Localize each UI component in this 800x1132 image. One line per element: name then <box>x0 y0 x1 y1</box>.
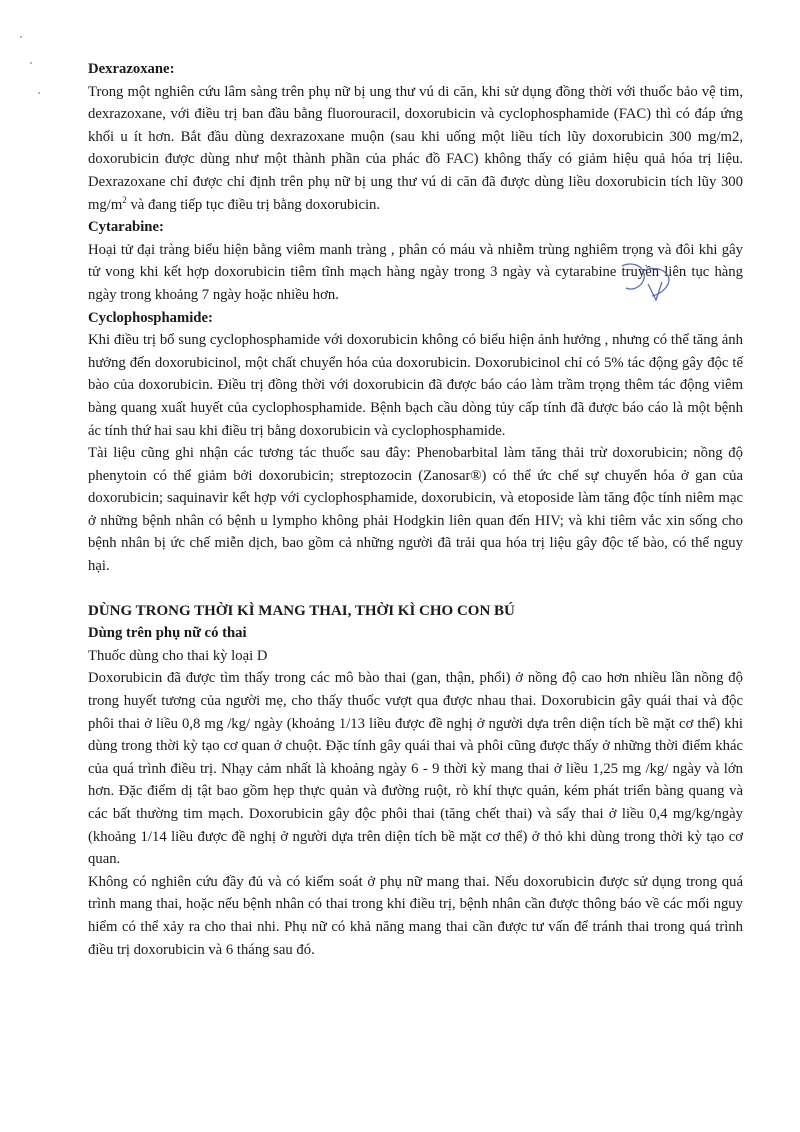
heading-cyclophosphamide: Cyclophosphamide: <box>88 309 213 326</box>
scan-speck <box>30 62 32 64</box>
paragraph-pregnancy-findings: Doxorubicin đã được tìm thấy trong các mô bào thai (gan, thận, phổi) ở nồng độ cao hơn nhiều lần nồng độ trong huyết tương của người mẹ, cho thấy thuốc vượt qua được nhau thai. Doxorubicin gây quái thai và độc phôi thai ở liều 0,8 mg /kg/ ngày (khoảng 1/13 liều được đề nghị ở người dựa trên diện tích bề mặt cơ thể) khi dùng trong thời kỳ tạo cơ quan ở chuột. Đặc tính gây quái thai và phôi cũng được thấy ở những thời điểm khác của quá trình điều trị. Nhạy cảm nhất là khoảng ngày 6 - 9 thời kỳ mang thai ở liều 1,25 mg /kg/ ngày và lớn hơn. Đặc điểm dị tật bao gồm hẹp thực quản và đường ruột, rò khí thực quản, kém phát triển bàng quang và các bất thường tim mạch. Doxorubicin gây độc phôi thai (tăng chết thai) và sẩy thai ở liều 0,4 mg/kg/ngày (khoảng 1/14 liều được đề nghị ở người dựa trên diện tích bề mặt cơ thể) ở thỏ khi dùng trong thời kỳ tạo cơ quan. <box>88 670 743 868</box>
paragraph-cytarabine: Hoại tử đại tràng biểu hiện bằng viêm manh tràng , phân có máu và nhiễm trùng nghiêm trọng và đôi khi gây tử vong khi kết hợp doxorubicin tiêm tĩnh mạch hàng ngày trong 3 ngày và cytarabine truyền liên tục hàng ngày trong khoảng 7 ngày hoặc nhiều hơn. <box>88 241 743 303</box>
subheading-pregnant-women: Dùng trên phụ nữ có thai <box>88 625 247 642</box>
scan-speck <box>38 92 40 94</box>
handwritten-annotation-icon <box>612 258 682 304</box>
paragraph-dexrazoxane: Trong một nghiên cứu lâm sàng trên phụ nữ bị ung thư vú di căn, khi sử dụng đồng thời với thuốc bảo vệ tim, dexrazoxane, với điều trị ban đầu bằng fluorouracil, doxorubicin và cyclophosphamide (FAC) thì có đáp ứng khối u ít hơn. Bắt đầu dùng dexrazoxane muộn (sau khi uống một liều tích lũy doxorubicin 300 mg/m2, doxorubicin được dùng như một thành phần của phác đồ FAC) không thấy có giảm hiệu quả hóa trị liệu. Dexrazoxane chỉ được chỉ định trên phụ nữ bị ung thư vú di căn đã được dùng liều doxorubicin tích lũy 300 $mg/m^2$ và đang tiếp tục điều trị bằng doxorubicin. <box>88 83 743 213</box>
paragraph-cyclophosphamide: Khi điều trị bổ sung cyclophosphamide với doxorubicin không có biểu hiện ảnh hưởng , nhưng có thể tăng ảnh hưởng đến doxorubicinol, một chất chuyển hóa của doxorubicin. Doxorubicinol chỉ có 5% tác động gây độc tế bào của doxorubicin. Điều trị đồng thời với doxorubicin đã được báo cáo làm trầm trọng thêm tác động viêm bàng quang xuất huyết của cyclophosphamide. Bệnh bạch cầu dòng tủy cấp tính đã được báo cáo là một bệnh ác tính thứ hai sau khi điều trị bằng doxorubicin và cyclophosphamide. <box>88 332 743 439</box>
section-title-pregnancy: DÙNG TRONG THỜI KÌ MANG THAI, THỜI KÌ CHO CON BÚ <box>88 602 515 619</box>
scan-speck <box>20 36 22 38</box>
paragraph-drug-interactions: Tài liệu cũng ghi nhận các tương tác thuốc sau đây: Phenobarbital làm tăng thải trừ doxorubicin; nồng độ phenytoin có thể giảm bởi doxorubicin; streptozocin (Zanosar®) có thể ức chế sự chuyển hóa ở gan của doxorubicin; saquinavir kết hợp với cyclophosphamide, doxorubicin, và etoposide làm tăng độc tính niêm mạc ở những bệnh nhân có bệnh u lympho không phải Hodgkin liên quan đến HIV; và khi tiêm vắc xin sống cho bệnh nhân bị ức chế miễn dịch, bao gồm cả những người đã trải qua hóa trị liệu gây độc tế bào, có thể nguy hại. <box>88 445 743 575</box>
pregnancy-category: Thuốc dùng cho thai kỳ loại D <box>88 647 268 664</box>
document-page <box>88 58 743 961</box>
heading-dexrazoxane: Dexrazoxane: <box>88 61 175 77</box>
paragraph-pregnancy-advice: Không có nghiên cứu đầy đủ và có kiểm soát ở phụ nữ mang thai. Nếu doxorubicin được sử dụng trong quá trình mang thai, hoặc nếu bệnh nhân có thai trong khi điều trị, bệnh nhân cần được thông báo về các mối nguy hiểm có thể xảy ra cho thai nhi. Phụ nữ có khả năng mang thai cần được tư vấn để tránh thai trong quá trình điều trị doxorubicin và 6 tháng sau đó. <box>88 873 743 958</box>
heading-cytarabine: Cytarabine: <box>88 219 164 236</box>
